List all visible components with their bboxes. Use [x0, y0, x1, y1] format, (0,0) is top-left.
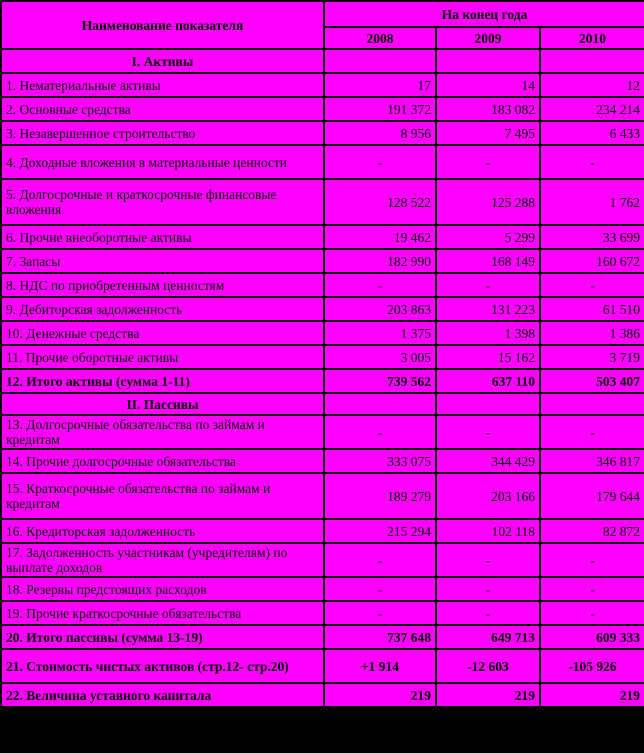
row-label: 18. Резервы предстоящих расходов [1, 577, 324, 601]
indicator-name-header: Наименование показателя [1, 1, 324, 49]
empty-cell [436, 49, 540, 73]
row-value-2009: - [436, 577, 540, 601]
row-label: 13. Долгосрочные обязательства по займам и кредитам [1, 415, 324, 449]
row-value-2009: 131 223 [436, 297, 540, 321]
table-row [1, 345, 644, 369]
row-value-2008: - [324, 145, 436, 179]
row-value-2010: -105 926 [540, 649, 644, 683]
row-value-2008: - [324, 543, 436, 577]
header-row-top [1, 1, 644, 27]
section-title-liabilities: II. Пассивы [1, 393, 324, 415]
row-value-2008: 203 863 [324, 297, 436, 321]
row-value-2009: - [436, 601, 540, 625]
row-label: 7. Запасы [1, 249, 324, 273]
row-value-2010: 219 [540, 683, 644, 707]
table-row [1, 297, 644, 321]
row-value-2009: 15 162 [436, 345, 540, 369]
row-value-2009: 183 082 [436, 97, 540, 121]
section-row-liabilities [1, 393, 644, 415]
row-value-2008: 333 075 [324, 449, 436, 473]
table-row [1, 601, 644, 625]
row-value-2009: 637 110 [436, 369, 540, 393]
table-row [1, 73, 644, 97]
year-header-2009: 2009 [436, 27, 540, 49]
table-row [1, 273, 644, 297]
row-value-2008: +1 914 [324, 649, 436, 683]
row-value-2010: 346 817 [540, 449, 644, 473]
empty-cell [324, 49, 436, 73]
table-row [1, 97, 644, 121]
row-value-2009: 168 149 [436, 249, 540, 273]
row-label: 12. Итого активы (сумма 1-11) [1, 369, 324, 393]
table-row [1, 449, 644, 473]
row-label: 5. Долгосрочные и краткосрочные финансовые вложения [1, 179, 324, 225]
row-value-2009: 344 429 [436, 449, 540, 473]
row-value-2008: 739 562 [324, 369, 436, 393]
row-value-2008: 1 375 [324, 321, 436, 345]
row-value-2010: 3 719 [540, 345, 644, 369]
row-value-2010: 160 672 [540, 249, 644, 273]
empty-cell [436, 393, 540, 415]
table-row [1, 225, 644, 249]
table-row [1, 649, 644, 683]
row-value-2008: 191 372 [324, 97, 436, 121]
table-row [1, 121, 644, 145]
row-value-2008: - [324, 601, 436, 625]
row-value-2010: 179 644 [540, 473, 644, 519]
row-value-2009: - [436, 543, 540, 577]
table-row [1, 145, 644, 179]
row-value-2010: 6 433 [540, 121, 644, 145]
row-value-2008: 17 [324, 73, 436, 97]
row-value-2008: 8 956 [324, 121, 436, 145]
row-value-2010: - [540, 543, 644, 577]
row-value-2010: 33 699 [540, 225, 644, 249]
row-value-2010: - [540, 415, 644, 449]
row-label: 16. Кредиторская задолженность [1, 519, 324, 543]
row-value-2010: - [540, 601, 644, 625]
table-row [1, 625, 644, 649]
row-label: 1. Нематериальные активы [1, 73, 324, 97]
table-row [1, 179, 644, 225]
row-label: 15. Краткосрочные обязательства по займам и кредитам [1, 473, 324, 519]
empty-cell [540, 393, 644, 415]
empty-cell [540, 49, 644, 73]
row-value-2008: 737 648 [324, 625, 436, 649]
row-value-2009: 102 118 [436, 519, 540, 543]
row-value-2009: 125 288 [436, 179, 540, 225]
row-value-2009: 7 495 [436, 121, 540, 145]
table-row [1, 683, 644, 707]
row-label: 22. Величина уставного капитала [1, 683, 324, 707]
row-label: 19. Прочие краткосрочные обязательства [1, 601, 324, 625]
table-row [1, 473, 644, 519]
row-label: 11. Прочие оборотные активы [1, 345, 324, 369]
row-label: 21. Стоимость чистых активов (стр.12- стр.20) [1, 649, 324, 683]
row-value-2009: -12 603 [436, 649, 540, 683]
table-row [1, 519, 644, 543]
row-value-2008: - [324, 577, 436, 601]
row-value-2010: 609 333 [540, 625, 644, 649]
row-value-2010: 503 407 [540, 369, 644, 393]
row-value-2010: 234 214 [540, 97, 644, 121]
row-value-2008: 128 522 [324, 179, 436, 225]
row-label: 8. НДС по приобретенным ценностям [1, 273, 324, 297]
row-value-2010: 1 386 [540, 321, 644, 345]
row-label: 17. Задолженность участникам (учредителям) по выплате доходов [1, 543, 324, 577]
table-row [1, 577, 644, 601]
table-row [1, 321, 644, 345]
row-label: 10. Денежные средства [1, 321, 324, 345]
row-value-2009: 14 [436, 73, 540, 97]
row-value-2009: 1 398 [436, 321, 540, 345]
row-value-2010: 12 [540, 73, 644, 97]
row-value-2010: 61 510 [540, 297, 644, 321]
row-value-2010: - [540, 273, 644, 297]
row-value-2009: 5 299 [436, 225, 540, 249]
row-value-2008: 182 990 [324, 249, 436, 273]
row-value-2009: 649 713 [436, 625, 540, 649]
row-label: 2. Основные средства [1, 97, 324, 121]
empty-cell [324, 393, 436, 415]
table-row [1, 249, 644, 273]
row-value-2009: 203 166 [436, 473, 540, 519]
row-label: 3. Незавершенное строительство [1, 121, 324, 145]
table-row [1, 369, 644, 393]
year-header-2008: 2008 [324, 27, 436, 49]
row-value-2009: 219 [436, 683, 540, 707]
row-label: 20. Итого пассивы (сумма 13-19) [1, 625, 324, 649]
year-header-2010: 2010 [540, 27, 644, 49]
row-value-2010: 82 872 [540, 519, 644, 543]
row-label: 4. Доходные вложения в материальные ценности [1, 145, 324, 179]
row-value-2009: - [436, 145, 540, 179]
row-value-2008: 19 462 [324, 225, 436, 249]
row-value-2008: 219 [324, 683, 436, 707]
period-group-header: На конец года [324, 1, 644, 27]
row-value-2008: - [324, 273, 436, 297]
row-value-2009: - [436, 273, 540, 297]
row-value-2010: 1 762 [540, 179, 644, 225]
row-value-2009: - [436, 415, 540, 449]
row-label: 14. Прочие долгосрочные обязательства [1, 449, 324, 473]
table-row [1, 415, 644, 449]
section-title-assets: I. Активы [1, 49, 324, 73]
row-label: 6. Прочие внеоборотные активы [1, 225, 324, 249]
table-row [1, 543, 644, 577]
row-label: 9. Дебиторская задолженность [1, 297, 324, 321]
row-value-2008: 215 294 [324, 519, 436, 543]
section-row-assets [1, 49, 644, 73]
row-value-2010: - [540, 577, 644, 601]
row-value-2008: 3 005 [324, 345, 436, 369]
row-value-2008: 189 279 [324, 473, 436, 519]
row-value-2008: - [324, 415, 436, 449]
row-value-2010: - [540, 145, 644, 179]
